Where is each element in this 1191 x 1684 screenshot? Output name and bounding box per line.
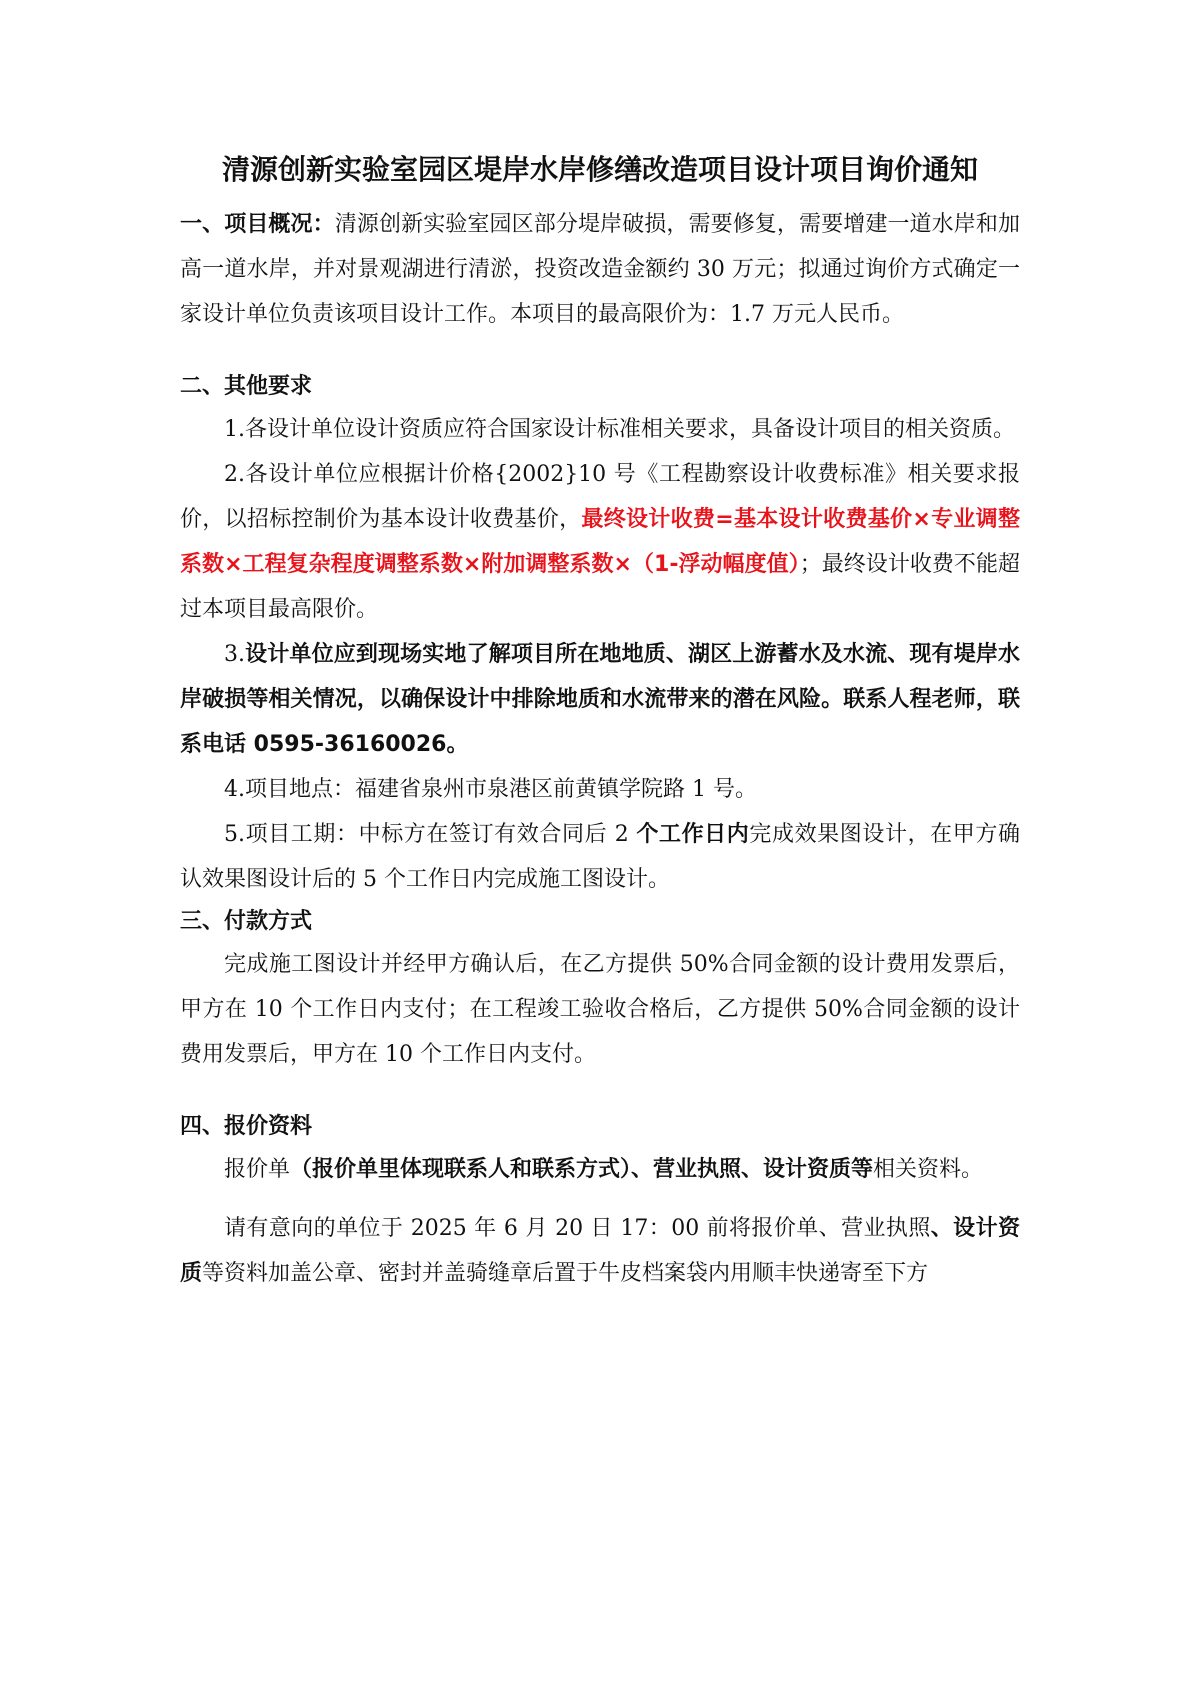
quote-materials-paragraph <box>180 1147 1020 1192</box>
spacer <box>180 1077 1020 1107</box>
requirement-4: 4.项目地点：福建省泉州市泉港区前黄镇学院路 1 号。 <box>224 777 757 802</box>
fee-formula: 最终设计收费=基本设计收费基价×专业调整系数×工程复杂程度调整系数×附加调整系数×（1-浮动幅度值） <box>180 507 1020 577</box>
payment-paragraph: 完成施工图设计并经甲方确认后，在乙方提供 50%合同金额的设计费用发票后，甲方在 10 个工作日内支付；在工程竣工验收合格后，乙方提供 50%合同金额的设计费用发票后，甲方在 10 个工作日内支付。 <box>180 952 1020 1067</box>
requirement-1: 1.各设计单位设计资质应符合国家设计标准相关要求，具备设计项目的相关资质。 <box>224 417 1015 442</box>
section1-heading: 一、项目概况： <box>180 212 335 237</box>
section2-heading: 二、其他要求 <box>180 374 313 399</box>
requirement-3-number: 3. <box>224 642 245 667</box>
requirement-5-bold: 个工作日内 <box>636 822 750 847</box>
submission-tail: 等资料加盖公章、密封并盖骑缝章后置于牛皮档案袋内用顺丰快递寄至下方 <box>202 1261 929 1286</box>
submission-bold: 、设计资质 <box>180 1216 1020 1286</box>
section1-text: 清源创新实验室园区部分堤岸破损，需要修复，需要增建一道水岸和加高一道水岸，并对景观湖进行清淤，投资改造金额约 30 万元；拟通过询价方式确定一家设计单位负责该项目设计工作。本项目的最高限价为：1.7 万元人民币。 <box>180 212 1020 327</box>
document-page <box>180 150 1020 1296</box>
requirement-5-text: 5.项目工期：中标方在签订有效合同后 2 <box>224 822 637 847</box>
submission-paragraph <box>180 1206 1020 1296</box>
quote-materials-bold: （报价单里体现联系人和联系方式）、营业执照、设计资质等 <box>290 1157 874 1182</box>
requirement-5 <box>180 812 1020 902</box>
quote-materials-a: 报价单 <box>224 1157 291 1182</box>
requirement-2-text: 2.各设计单位应根据计价格{2002}10 号《工程勘察设计收费标准》相关要求报价，以招标控制价为基本设计收费基价， <box>180 462 1020 532</box>
requirement-2 <box>180 452 1020 632</box>
spacer <box>180 1192 1020 1206</box>
submission-text: 请有意向的单位于 2025 年 6 月 20 日 17：00 前将报价单、营业执照 <box>224 1216 931 1241</box>
requirement-3-text: 设计单位应到现场实地了解项目所在地地质、湖区上游蓄水及水流、现有堤岸水岸破损等相关情况，以确保设计中排除地质和水流带来的潜在风险。联系人程老师，联系电话 0595-36160026。 <box>180 642 1020 757</box>
requirement-2-tail: ；最终设计收费不能超过本项目最高限价。 <box>180 552 1020 622</box>
requirement-3 <box>180 632 1020 767</box>
spacer <box>180 337 1020 367</box>
document-title: 清源创新实验室园区堤岸水岸修缮改造项目设计项目询价通知 <box>221 153 978 186</box>
quote-materials-tail: 相关资料。 <box>873 1157 984 1182</box>
requirement-5-tail: 完成效果图设计，在甲方确认效果图设计后的 5 个工作日内完成施工图设计。 <box>180 822 1020 892</box>
section1-paragraph <box>180 202 1020 337</box>
section4-heading: 四、报价资料 <box>180 1114 313 1139</box>
section3-heading: 三、付款方式 <box>180 909 313 934</box>
